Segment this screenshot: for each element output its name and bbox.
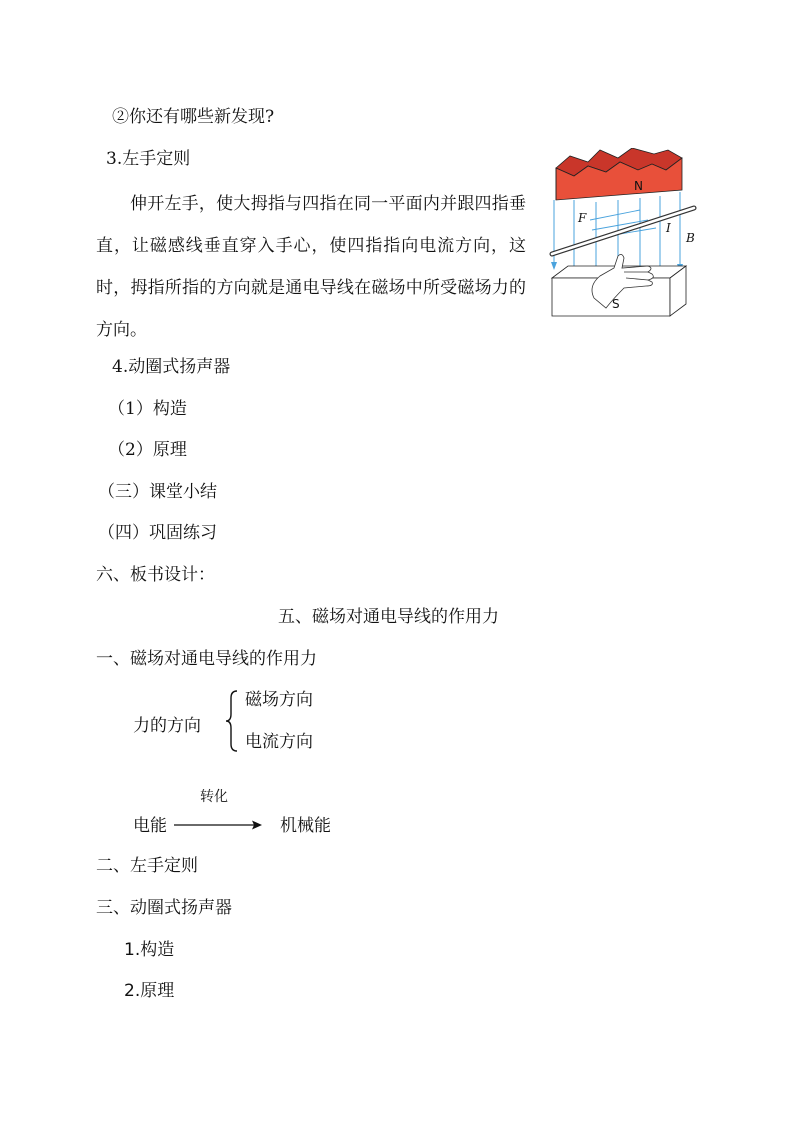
section-4-heading: 4.动圈式扬声器 (112, 357, 231, 377)
board-heading-1: 一、磁场对通电导线的作用力 (96, 649, 317, 669)
section-3-heading: 3.左手定则 (106, 149, 191, 169)
board-heading-2: 二、左手定则 (96, 856, 198, 876)
left-hand-rule-figure (548, 148, 698, 320)
section-board-design: 六、板书设计： (96, 565, 215, 585)
board-heading-3: 三、动圈式扬声器 (96, 898, 232, 918)
left-hand-rule-paragraph: 伸开左手，使大拇指与四指在同一平面内并跟四指垂直，让磁感线垂直穿入手心，使四指指向电流方向，这时，拇指所指的方向就是通电导线在磁场中所受磁场力的方向。 (96, 194, 526, 340)
label-I: I (666, 221, 671, 235)
label-B: B (686, 231, 695, 245)
brace-item-magnetic: 磁场方向 (245, 690, 313, 710)
force-direction-label: 力的方向 (133, 716, 201, 736)
curly-brace (225, 690, 239, 752)
conversion-arrow (172, 818, 264, 832)
question-2: ②你还有哪些新发现? (112, 107, 275, 127)
label-F: F (578, 211, 587, 225)
board-heading-3-item-2: 2.原理 (124, 981, 175, 1001)
conductor-rod (552, 208, 694, 254)
brace-item-current: 电流方向 (245, 732, 313, 752)
section-4-item-1: （1）构造 (108, 399, 187, 419)
energy-electric: 电能 (133, 816, 167, 836)
board-title: 五、磁场对通电导线的作用力 (278, 607, 499, 627)
board-heading-3-item-1: 1.构造 (124, 940, 175, 960)
section-summary: （三）课堂小结 (98, 482, 217, 502)
label-N: N (634, 179, 643, 193)
label-S: S (612, 297, 620, 311)
section-4-item-2: （2）原理 (108, 440, 187, 460)
north-magnet (556, 148, 682, 200)
conversion-label: 转化 (200, 789, 228, 805)
section-practice: （四）巩固练习 (98, 523, 217, 543)
energy-mechanical: 机械能 (280, 816, 331, 836)
